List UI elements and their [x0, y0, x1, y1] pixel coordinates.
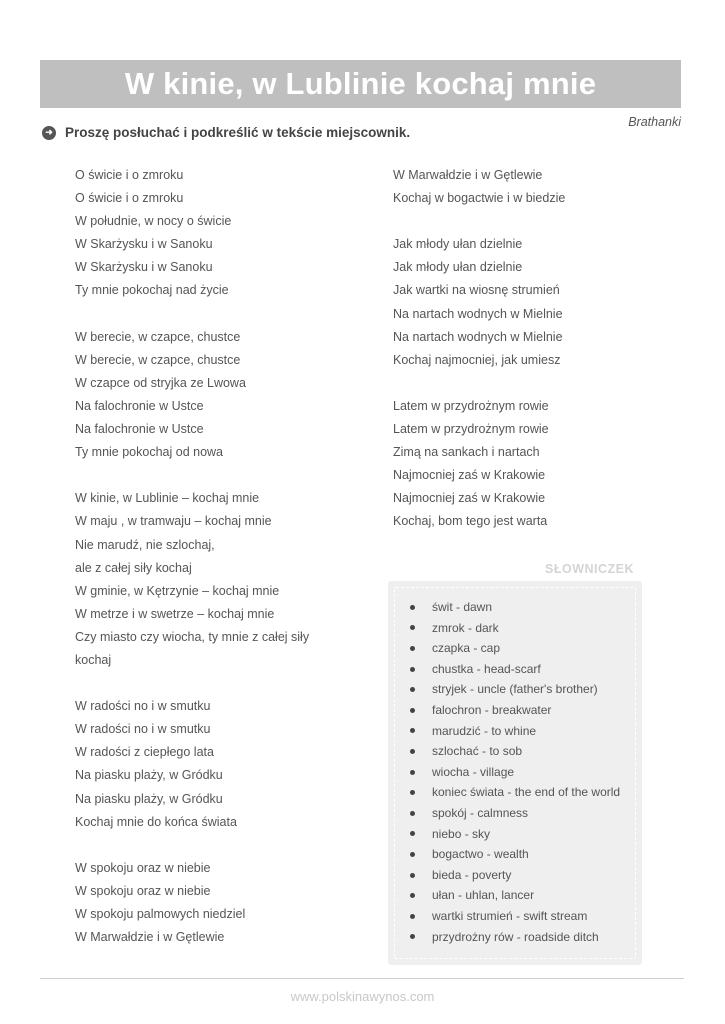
dictionary-item-text: chustka - head-scarf — [432, 661, 541, 676]
bullet-icon — [410, 770, 415, 775]
lyric-line: Nie marudź, nie szlochaj, — [75, 537, 215, 552]
instruction-text: Proszę posłuchać i podkreślić w tekście miejscownik. — [65, 125, 411, 140]
lyric-line: W spokoju palmowych niedziel — [75, 907, 246, 921]
dictionary-item-text: bieda - poverty — [432, 867, 512, 882]
dictionary-item-text: szlochać - to sob — [432, 744, 523, 759]
lyric-line: ale z całej siły kochaj — [75, 560, 192, 575]
bullet-icon — [410, 852, 415, 857]
stanza-gap — [393, 372, 683, 395]
lyric-line: W czapce od stryjka ze Lwowa — [75, 375, 246, 390]
dictionary-item — [410, 906, 620, 927]
lyric-line: Czy miasto czy wiocha, ty mnie z całej siły — [75, 629, 310, 644]
lyric-line: W spokoju oraz w niebie — [75, 883, 211, 898]
stanza-gap — [75, 834, 365, 857]
dictionary-item-text: zmrok - dark — [432, 620, 499, 635]
dictionary-item-text: stryjek - uncle (father's brother) — [432, 682, 598, 697]
dictionary-item-text: marudzić - to whine — [432, 723, 537, 738]
lyric-line: Na piasku plaży, w Gródku — [75, 791, 223, 806]
lyric-line: Jak młody ułan dzielnie — [393, 260, 523, 275]
bullet-icon — [410, 646, 415, 651]
dictionary-item — [410, 803, 620, 824]
dictionary-item-text: przydrożny rów - roadside ditch — [432, 929, 599, 944]
lyric-line: Na piasku plaży, w Gródku — [75, 768, 223, 783]
dictionary-list — [410, 597, 620, 947]
bullet-icon — [410, 934, 415, 939]
lyric-line: W południe, w nocy o świcie — [75, 214, 232, 229]
lyric-line: W Skarżysku i w Sanoku — [75, 260, 213, 275]
lyric-line: W radości no i w smutku — [75, 699, 211, 714]
lyric-line: Kochaj najmocniej, jak umiesz — [393, 352, 561, 367]
dictionary-item — [410, 638, 620, 659]
bullet-icon — [410, 790, 415, 795]
lyric-line: W metrze i w swetrze – kochaj mnie — [75, 606, 275, 621]
dictionary-item — [410, 597, 620, 618]
lyric-line: W Skarżysku i w Sanoku — [75, 237, 213, 252]
lyric-line: W gminie, w Kętrzynie – kochaj mnie — [75, 583, 280, 598]
dictionary-item-text: wartki strumień - swift stream — [432, 908, 588, 923]
dictionary-item — [410, 885, 620, 906]
bullet-icon — [410, 728, 415, 733]
bullet-icon — [410, 625, 415, 630]
bullet-icon — [410, 667, 415, 672]
lyric-line: Ty mnie pokochaj od nowa — [75, 445, 224, 460]
lyric-line: W spokoju oraz w niebie — [75, 860, 211, 875]
lyric-line: W berecie, w czapce, chustce — [75, 352, 241, 367]
stanza-gap — [393, 210, 683, 233]
bullet-icon — [410, 605, 415, 610]
dictionary-item-text: wiocha - village — [432, 764, 515, 779]
lyric-line: W Marwałdzie i w Gętlewie — [393, 168, 543, 182]
dictionary-title: SŁOWNICZEK — [545, 562, 635, 576]
lyric-line: W radości no i w smutku — [75, 722, 211, 737]
lyric-line: W maju , w tramwaju – kochaj mnie — [75, 514, 272, 529]
bullet-icon — [410, 893, 415, 898]
dictionary-item-text: świt - dawn — [432, 600, 493, 614]
dictionary-item-text: niebo - sky — [432, 826, 491, 841]
bullet-icon — [410, 831, 415, 836]
dictionary-item-text: spokój - calmness — [432, 805, 529, 820]
lyric-line: Na nartach wodnych w Mielnie — [393, 329, 563, 344]
dictionary-item-text: ułan - uhlan, lancer — [432, 888, 535, 903]
dictionary-item — [410, 741, 620, 762]
dictionary-item — [410, 618, 620, 639]
lyrics-right-column — [393, 164, 683, 534]
lyric-line: Najmocniej zaś w Krakowie — [393, 468, 546, 483]
stanza-gap — [75, 303, 365, 326]
dictionary-item-text: falochron - breakwater — [432, 702, 552, 717]
lyric-line: Na nartach wodnych w Mielnie — [393, 306, 563, 321]
lyric-line: Kochaj w bogactwie i w biedzie — [393, 191, 566, 206]
lyric-line: Jak młody ułan dzielnie — [393, 237, 523, 252]
stanza-gap — [75, 464, 365, 487]
dictionary-item — [410, 700, 620, 721]
lyric-line: W berecie, w czapce, chustce — [75, 329, 241, 344]
instruction — [42, 125, 410, 140]
lyric-line: Zimą na sankach i nartach — [393, 445, 540, 460]
lyric-line: Latem w przydrożnym rowie — [393, 398, 549, 413]
stanza-gap — [75, 672, 365, 695]
bullet-icon — [410, 873, 415, 878]
page-title: W kinie, w Lublinie kochaj mnie — [124, 66, 597, 101]
lyric-line: kochaj — [75, 652, 112, 667]
footer-url: www.polskinawynos.com — [290, 989, 435, 1004]
circle-arrow-right-icon: ➜ — [42, 126, 56, 140]
bullet-icon — [410, 708, 415, 713]
dictionary-item — [410, 762, 620, 783]
dictionary-item — [410, 659, 620, 680]
dictionary-item — [410, 865, 620, 886]
song-author: Brathanki — [628, 115, 681, 129]
lyric-line: Najmocniej zaś w Krakowie — [393, 491, 546, 506]
dictionary-item-text: koniec świata - the end of the world — [432, 785, 621, 800]
lyrics-left-column — [75, 164, 365, 949]
lyric-line: O świcie i o zmroku — [75, 168, 184, 182]
lyric-line: W Marwałdzie i w Gętlewie — [75, 930, 225, 945]
dictionary-item — [410, 824, 620, 845]
lyric-line: Na falochronie w Ustce — [75, 398, 204, 413]
dictionary-item — [410, 844, 620, 865]
dictionary-item — [410, 927, 620, 948]
lyric-line: O świcie i o zmroku — [75, 191, 184, 206]
dictionary-item-text: czapka - cap — [432, 641, 501, 656]
dictionary-item-text: bogactwo - wealth — [432, 847, 529, 862]
lyric-line: Na falochronie w Ustce — [75, 422, 204, 437]
bullet-icon — [410, 914, 415, 919]
lyric-line: Latem w przydrożnym rowie — [393, 422, 549, 437]
lyric-line: Kochaj mnie do końca świata — [75, 814, 237, 829]
bullet-icon — [410, 687, 415, 692]
lyric-line: Kochaj, bom tego jest warta — [393, 514, 548, 529]
lyric-line: W radości z ciepłego lata — [75, 745, 214, 760]
title-bar — [40, 60, 681, 108]
bullet-icon — [410, 749, 415, 754]
dictionary-item — [410, 721, 620, 742]
dictionary-item — [410, 782, 620, 803]
lyric-line: Ty mnie pokochaj nad życie — [75, 283, 229, 298]
lyric-line: W kinie, w Lublinie – kochaj mnie — [75, 491, 260, 506]
bullet-icon — [410, 811, 415, 816]
lyric-line: Jak wartki na wiosnę strumień — [393, 283, 560, 298]
footer-divider — [40, 978, 684, 979]
dictionary-item — [410, 679, 620, 700]
